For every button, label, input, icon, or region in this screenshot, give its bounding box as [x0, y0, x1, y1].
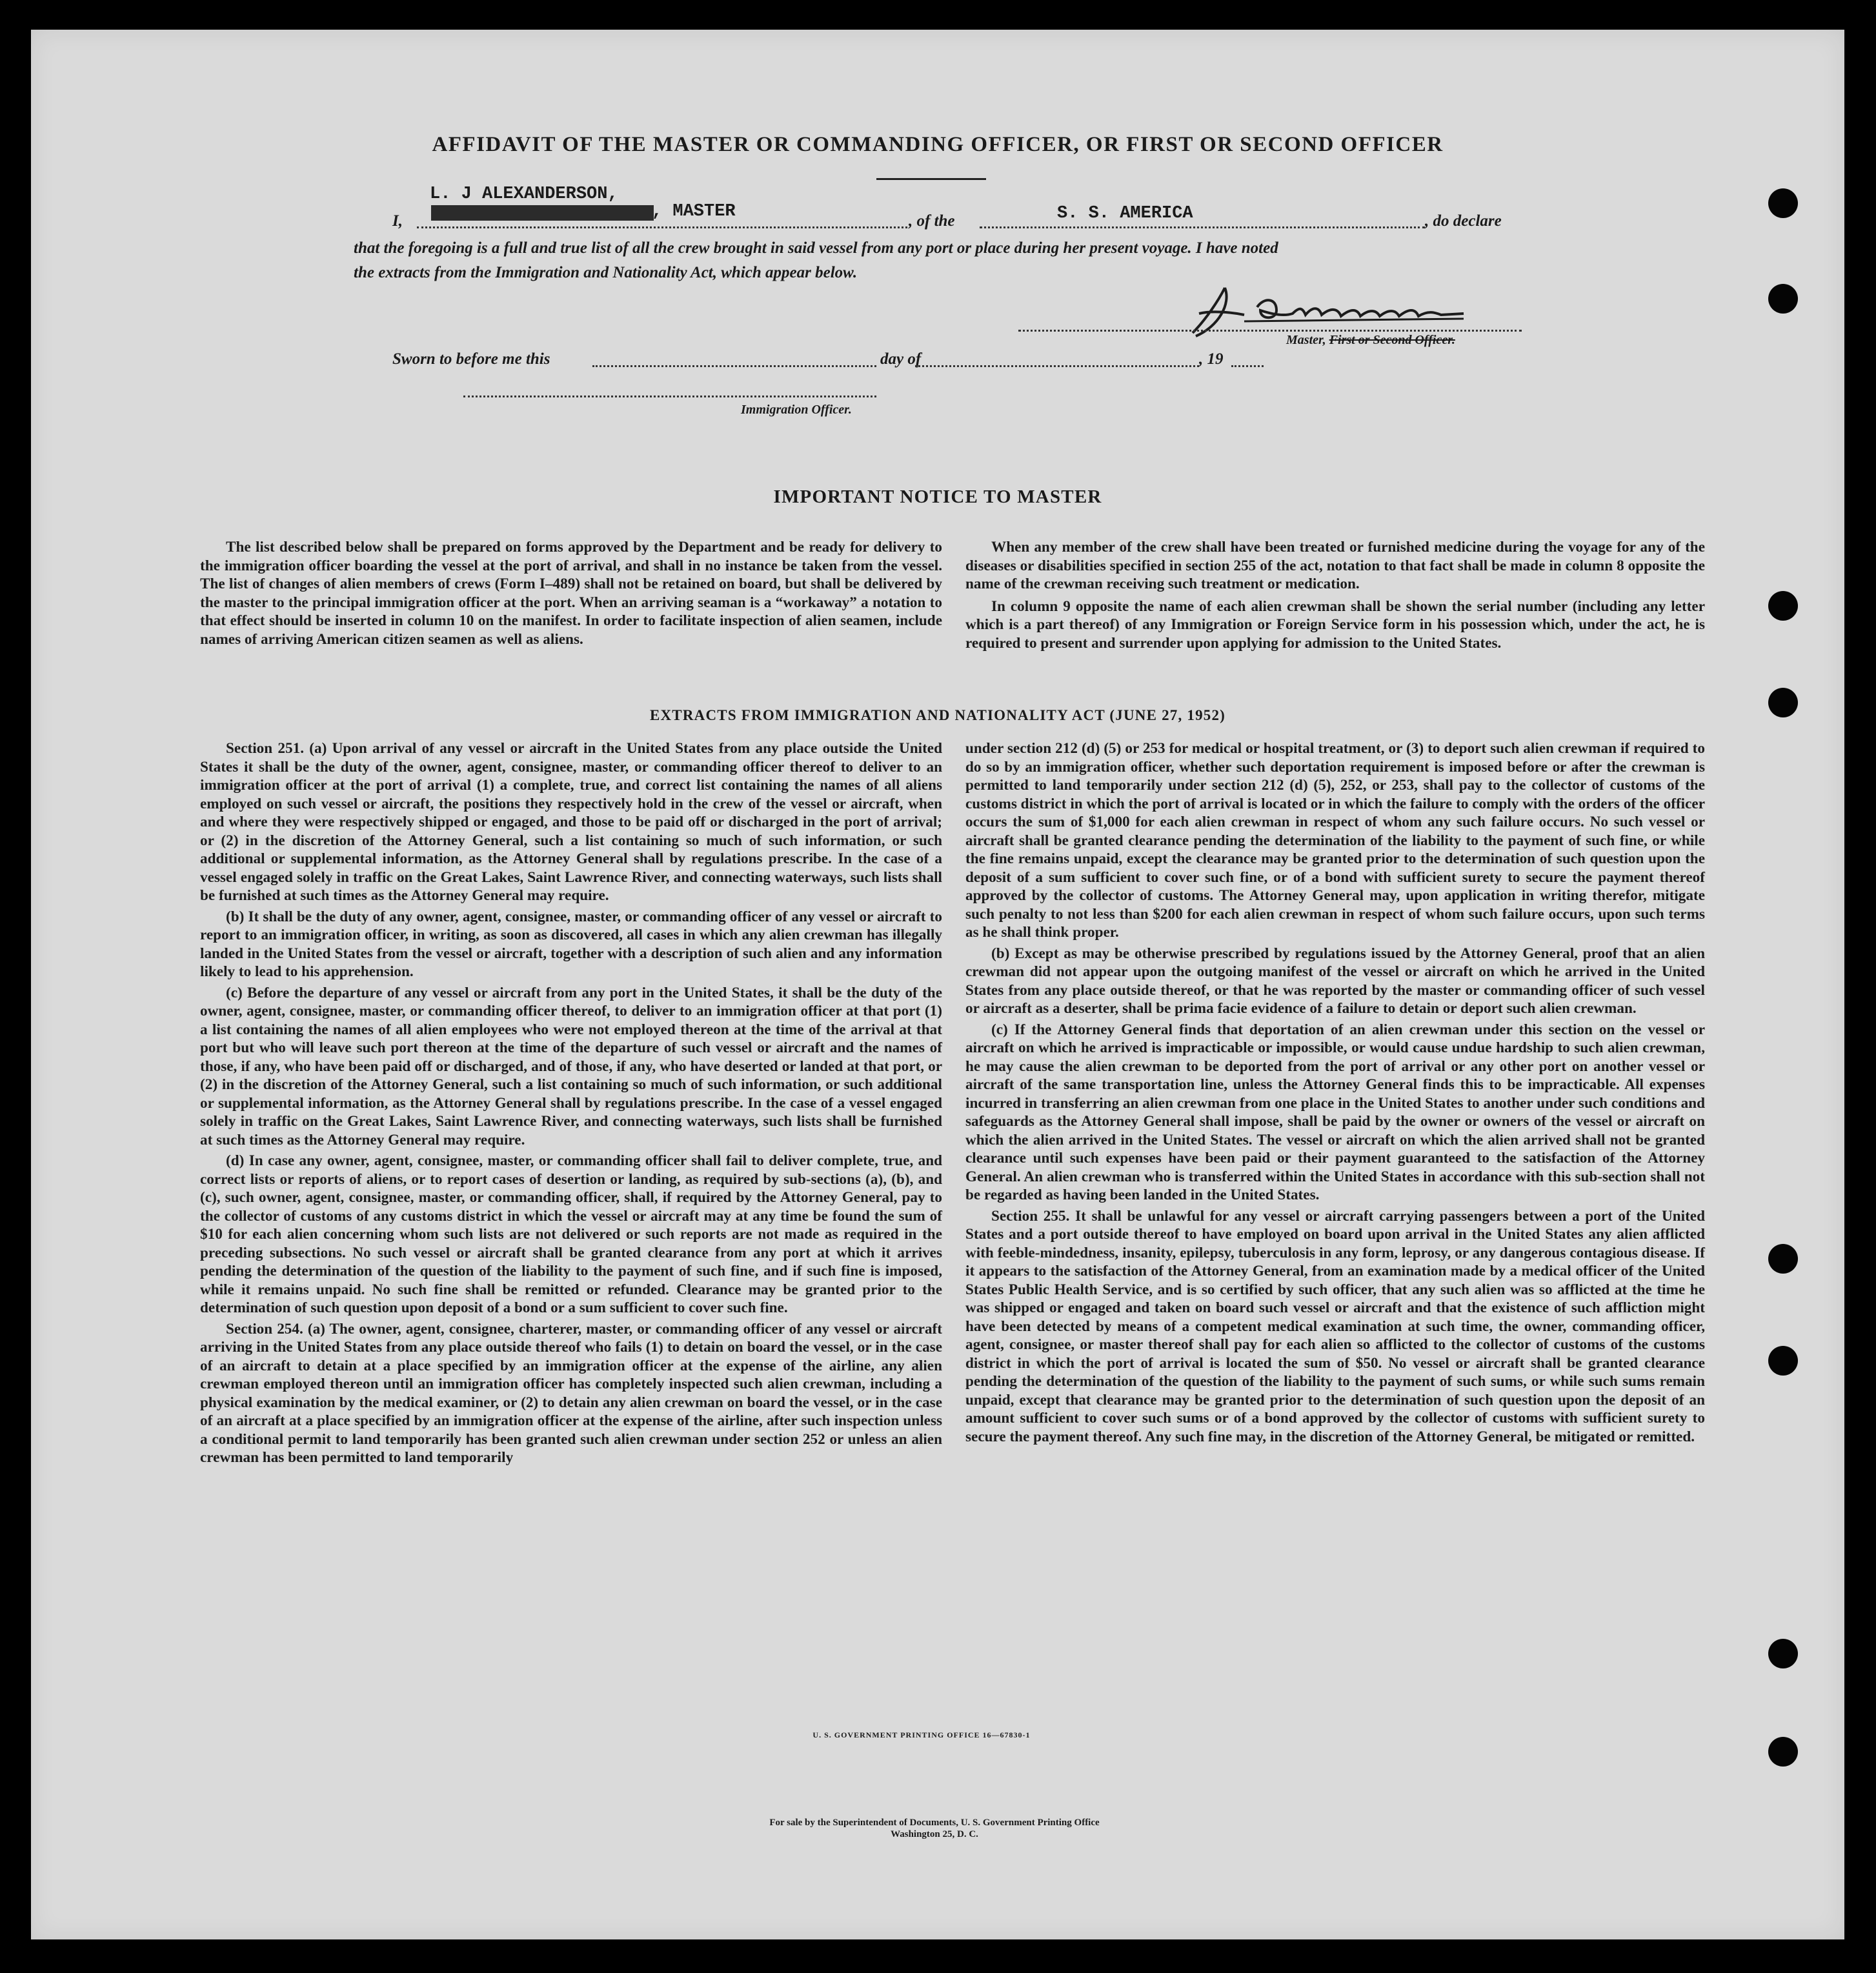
- section-251-c: (c) Before the departure of any vessel or aircraft from any port in the United States, it shall be the duty of the owner, agent, consignee, master, or commanding officer thereof, to deliver to an immigration officer at that port (1) a list containing the names of all alien employees who were not employed thereon at the time of the arrival at that port but who will leave such port thereon at the time of the departure of such vessel or aircraft and the names of those, if any, who have been paid off or discharged, and of those, if any, who have deserted or landed at that port, or (2) in the discretion of the Attorney General, such a list containing so much of such information, or such additional or supplemental information, as the Attorney General shall by regulations prescribe. In the case of a vessel engaged solely in traffic on the Great Lakes, Saint Lawrence River, and connecting waterways, such lists shall be furnished at such times as the Attorney General may require.: [200, 984, 942, 1148]
- notice-title: IMPORTANT NOTICE TO MASTER: [773, 486, 1102, 507]
- section-255: Section 255. It shall be unlawful for any vessel or aircraft carrying passengers between a port of the United States and a port outside thereof to have employed on board upon arrival in the United States any alien afflicted with feeble-mindedness, insanity, epilepsy, tuberculosis in any form, leprosy, or any dangerous contagious disease. If it appears to the satisfaction of the Attorney General, from an examination made by a medical officer of the United States Public Health Service, and is so certified by such officer, that any such alien was so afflicted at the time he was shipped or engaged and taken on board such vessel or aircraft and that the existence of such affliction might have been detected by means of a competent medical examination at such time, the owner, commanding officer, agent, consignee, or master thereof shall pay for each alien so afflicted to the collector of customs of the customs district in which the port of arrival is located the sum of $50. No vessel or aircraft shall be granted clearance pending the determination of the question of the liability to the payment of such sums, or while such sums remain unpaid, except that clearance may be granted prior to the determination of such question upon the deposit of an amount sufficient to cover such sums or of a bond approved by the collector of customs with sufficient surety to secure the payment thereof. Any such fine may, in the discretion of the Attorney General, be mitigated or remitted.: [965, 1207, 1705, 1445]
- master-name-typed: L. J ALEXANDERSON,: [430, 185, 618, 204]
- extracts-right-column: [965, 739, 1705, 1448]
- section-254-a: Section 254. (a) The owner, agent, consignee, charterer, master, or commanding officer of any vessel or aircraft arriving in the United States from any place outside thereof who fails (1) to detain on board the vessel, or in the case of an aircraft to detain at a place specified by an immigration officer at the expense of the airline, any alien crewman employed thereon until an immigration officer has completely inspected such alien crewman, including a physical examination by the medical examiner, or (2) to detain any alien crewman on board the vessel, or in the case of an aircraft at a place specified by an immigration officer at the expense of the airline, after such inspection unless a conditional permit to land temporarily has been granted such alien crewman under section 252 or unless an alien crewman has been permitted to land temporarily: [200, 1320, 942, 1466]
- vessel-line: [980, 226, 1425, 228]
- immigration-officer-line: [463, 396, 876, 397]
- of-the-label: , of the: [909, 212, 955, 230]
- declaration-pronoun: I,: [392, 212, 403, 230]
- section-254-b: (b) Except as may be otherwise prescribed by regulations issued by the Attorney General, proof that an alien crewman did not appear upon the outgoing manifest of the vessel or aircraft on which he arrived in the United States from any place outside thereof, or that he was reported by the master or commanding officer of such vessel or aircraft as a deserter, shall be prima facie evidence of a failure to detain or deport such alien crewman.: [965, 945, 1705, 1017]
- month-line: [915, 365, 1199, 367]
- affidavit-page: [31, 30, 1844, 1939]
- signature-line: [1018, 330, 1522, 332]
- sale-line-1: For sale by the Superintendent of Documents, U. S. Government Printing Office: [769, 1818, 1100, 1828]
- section-251-a: Section 251. (a) Upon arrival of any vessel or aircraft in the United States from any place outside the United States it shall be the duty of the owner, agent, consignee, master, or commanding officer thereof to deliver to an immigration officer at the port of arrival (1) a complete, true, and correct list containing the names of all aliens employed on such vessel or aircraft, the positions they respectively hold in the crew of the vessel or aircraft, when and where they were respectively shipped or engaged, and those to be paid off or discharged in the port of arrival; or (2) in the discretion of the Attorney General, such a list containing so much of such information, or such additional or supplemental information, as the Attorney General shall by regulations prescribe. In the case of a vessel engaged solely in traffic on the Great Lakes, Saint Lawrence River, and connecting waterways, such lists shall be furnished at such times as the Attorney General may require.: [200, 740, 942, 904]
- page-title: AFFIDAVIT OF THE MASTER OR COMMANDING OFFICER, OR FIRST OR SECOND OFFICER: [432, 133, 1444, 156]
- notice-paragraph: When any member of the crew shall have been treated or furnished medicine during the voyage for any of the diseases or disabilities specified in section 255 of the act, notation to that fact shall be made in column 8 opposite the name of the crewman receiving such treatment or medication.: [965, 539, 1705, 592]
- notice-paragraph: In column 9 opposite the name of each alien crewman shall be shown the serial number (including any letter which is a part thereof) of any Immigration or Foreign Service form in his possession which, under the act, he is required to present and surrender upon applying for admission to the United States.: [965, 597, 1705, 652]
- printing-office-code: U. S. GOVERNMENT PRINTING OFFICE 16—67830-1: [812, 1730, 1031, 1739]
- sale-notice: [612, 1817, 1257, 1840]
- caption-master: Master,: [1286, 333, 1326, 347]
- section-254-c: (c) If the Attorney General finds that deportation of an alien crewman under this section on the vessel or aircraft on which he arrived is impracticable or impossible, or would cause undue hardship to such alien crewman, he may cause the alien crewman to be deported from the port of arrival or any other port on another vessel or aircraft of the same transportation line, unless the Attorney General finds this to be impracticable. All expenses incurred in transferring an alien crewman from one place in the United States to another under such conditions and safeguards as the Attorney General shall impose, shall be paid by the owner or owners of the vessel or aircraft on which the alien arrived in the United States. The vessel or aircraft on which the alien arrived shall not be granted clearance until such expenses have been paid or their payment guaranteed to the satisfaction of the Attorney General. An alien crewman who is transferred within the United States in accordance with this sub-section shall not be regarded as having been landed in the United States.: [965, 1021, 1705, 1203]
- sworn-date-line: [592, 365, 876, 367]
- sale-line-2: Washington 25, D. C.: [891, 1829, 978, 1839]
- punch-hole: [1768, 1346, 1798, 1376]
- section-254-a-cont: under section 212 (d) (5) or 253 for medical or hospital treatment, or (3) to deport such alien crewman if required to do so by an immigration officer, whether such deportation requirement is imposed before or after the crewman is permitted to land temporarily under section 212 (d) (5), 252, or 253, shall pay to the collector of customs of the customs district in which the port of arrival is located or in which the failure to comply with the orders of the officer occurs the sum of $1,000 for each alien crewman in respect of whom any such failure occurs. No such vessel or aircraft shall be granted clearance pending the determination of the liability to the payment of such fine, or while the fine remains unpaid, except the clearance may be granted prior to the determination of such question upon the deposit of a sum sufficient to cover such fine, or of a bond with sufficient surety to secure the payment thereof approved by the collector of customs. The Attorney General may, upon application in writing therefor, mitigate such penalty to not less than $200 for each alien crewman in respect of whom such failure occurs, upon such terms as he shall think proper.: [965, 740, 1705, 941]
- year-line: [1231, 365, 1264, 367]
- punch-hole: [1768, 1639, 1798, 1668]
- section-251-d: (d) In case any owner, agent, consignee, master, or commanding officer shall fail to deliver complete, true, and correct lists or reports of aliens, or to report cases of desertion or landing, as required by sub-sections (a), (b), and (c), such owner, agent, consignee, master, or commanding officer, shall, if required by the Attorney General, pay to the collector of customs of any customs district in which the vessel or aircraft may at any time be found the sum of $10 for each alien concerning whom such lists are not delivered or such reports are not made as required in the preceding subsections. No such vessel or aircraft shall be granted clearance from any port at which it arrives pending the determination of the question of the liability to the payment of such fine, and if such fine is imposed, while it remains unpaid. No such fine shall be remitted or refunded. Clearance may be granted prior to the determination of such question upon deposit of a bond or a sum sufficient to cover such fine.: [200, 1152, 942, 1316]
- punch-hole: [1768, 284, 1798, 314]
- declaration-text-line1: that the foregoing is a full and true list of all the crew brought in said vessel from any port or place during her present voyage. I have noted: [354, 239, 1278, 257]
- extracts-title: EXTRACTS FROM IMMIGRATION AND NATIONALITY ACT (JUNE 27, 1952): [649, 707, 1226, 723]
- section-251-b: (b) It shall be the duty of any owner, agent, consignee, master, or commanding officer of any vessel or aircraft to report to an immigration officer, in writing, as soon as discovered, all cases in which any alien crewman has illegally landed in the United States from the vessel or aircraft, together with a description of such alien and any information likely to lead to his apprehension.: [200, 908, 942, 980]
- punch-hole: [1768, 591, 1798, 621]
- sworn-label: Sworn to before me this: [392, 350, 550, 368]
- year-label: , 19: [1199, 350, 1224, 368]
- caption-struck-officer: First or Second Officer.: [1329, 333, 1455, 347]
- punch-hole: [1768, 1244, 1798, 1274]
- declaration-text-line2: the extracts from the Immigration and Nationality Act, which appear below.: [354, 264, 858, 281]
- punch-hole: [1768, 1737, 1798, 1767]
- extracts-left-column: [200, 739, 942, 1470]
- do-declare-label: , do declare: [1425, 212, 1502, 230]
- notice-left-column: [200, 538, 942, 651]
- signature-caption: [1286, 333, 1455, 348]
- vessel-name-typed: S. S. AMERICA: [1057, 204, 1193, 223]
- immigration-officer-caption: Immigration Officer.: [741, 403, 852, 417]
- notice-right-column: [965, 538, 1705, 655]
- day-of-label: day of: [880, 350, 922, 368]
- notice-paragraph: The list described below shall be prepared on forms approved by the Department and be ready for delivery to the immigration officer boarding the vessel at the port of arrival, and shall in no instance be taken from the vessel. The list of changes of alien members of crews (Form I–489) shall not be retained on board, but shall be delivered by the master to the principal immigration officer at the port. When an arriving seaman is a “workaway” a notation to that effect should be inserted in column 10 on the manifest. In order to facilitate inspection of alien seamen, include names of arriving American citizen seamen as well as aliens.: [200, 539, 942, 648]
- punch-hole: [1768, 188, 1798, 218]
- redacted-text: [431, 205, 654, 221]
- name-line: [417, 226, 907, 228]
- title-divider: [876, 178, 986, 180]
- punch-hole: [1768, 688, 1798, 717]
- rank-typed: , MASTER: [652, 202, 736, 221]
